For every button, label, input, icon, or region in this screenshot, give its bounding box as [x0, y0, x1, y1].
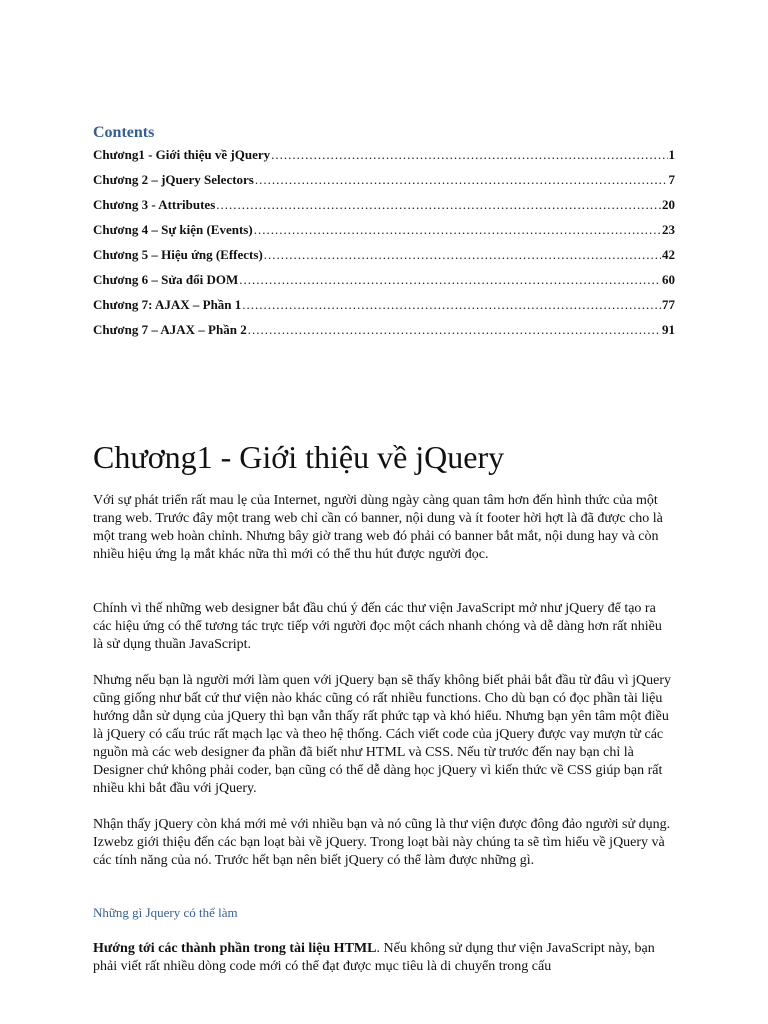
bold-lead-text: Hướng tới các thành phần trong tài liệu HTML — [93, 941, 377, 956]
toc-entry-page: 60 — [662, 272, 675, 287]
toc-dot-leader — [248, 321, 661, 339]
toc-entry-page: 23 — [662, 222, 675, 237]
body-paragraph — [93, 940, 675, 976]
toc-entry-page: 91 — [662, 322, 675, 337]
toc-entry-title: Chương 6 – Sửa đổi DOM — [93, 272, 239, 287]
toc-entry-title: Chương1 - Giới thiệu về jQuery — [93, 147, 271, 162]
toc-entry[interactable] — [93, 221, 675, 246]
paragraph-text: . Nếu không sử dụng thư viện JavaScript này, bạn phải viết rất nhiều dòng code mới có thể đạt được mục tiêu là di chuyển trong cấu — [93, 941, 655, 974]
body-paragraph: Nhưng nếu bạn là người mới làm quen với jQuery bạn sẽ thấy không biết phải bắt đầu từ đâu vì jQuery cũng giống như bất cứ thư viện nào khác cũng có rất nhiều functions. Cho dù bạn có đọc phần tài liệu hướng dẫn sử dụng của jQuery thì bạn vẫn thấy rất phức tạp và khó hiểu. Nhưng bạn yên tâm một điều là jQuery có cấu trúc rất mạch lạc và theo hệ thống. Cách viết code của jQuery được vay mượn từ các nguồn mà các web designer đa phần đã biết như HTML và CSS. Nếu từ trước đến nay bạn chỉ là Designer chứ không phải coder, bạn cũng có thể dễ dàng học jQuery vì kiến thức về CSS giúp bạn rất nhiều khi bắt đầu với jQuery. — [93, 673, 672, 796]
toc-entry-page: 20 — [662, 197, 675, 212]
toc-entry-page: 42 — [662, 247, 675, 262]
table-of-contents — [93, 146, 675, 346]
toc-dot-leader — [242, 296, 661, 314]
toc-entry[interactable] — [93, 171, 675, 196]
chapter-title: Chương1 - Giới thiệu về jQuery — [93, 439, 505, 475]
toc-dot-leader — [239, 271, 661, 289]
toc-entry[interactable] — [93, 321, 675, 346]
toc-entry[interactable] — [93, 146, 675, 171]
toc-entry-page: 77 — [662, 297, 675, 312]
body-paragraph: Với sự phát triển rất mau lẹ của Internet, người dùng ngày càng quan tâm hơn đến hình thức của một trang web. Trước đây một trang web chỉ cần có banner, nội dung và ít footer hời hợt là đã được cho là một trang web hoàn chỉnh. Nhưng bây giờ trang web đó phải có banner bắt mắt, nội dung hay và còn nhiều hiệu ứng lạ mắt khác nữa thì mới có thể thu hút được người đọc. — [93, 493, 663, 562]
toc-entry[interactable] — [93, 246, 675, 271]
toc-entry-title: Chương 4 – Sự kiện (Events) — [93, 222, 253, 237]
toc-dot-leader — [216, 196, 661, 214]
toc-entry-title: Chương 2 – jQuery Selectors — [93, 172, 254, 187]
toc-dot-leader — [255, 171, 668, 189]
toc-dot-leader — [271, 146, 667, 164]
toc-entry-page: 1 — [668, 147, 675, 162]
toc-heading: Contents — [93, 124, 155, 141]
toc-entry-title: Chương 5 – Hiệu ứng (Effects) — [93, 247, 263, 262]
toc-entry-page: 7 — [668, 172, 675, 187]
toc-entry[interactable] — [93, 296, 675, 321]
toc-entry[interactable] — [93, 196, 675, 221]
toc-dot-leader — [264, 246, 661, 264]
toc-dot-leader — [254, 221, 661, 239]
toc-entry-title: Chương 7 – AJAX – Phần 2 — [93, 322, 247, 337]
toc-entry-title: Chương 7: AJAX – Phần 1 — [93, 297, 242, 312]
section-subheading: Những gì Jquery có thể làm — [93, 905, 238, 920]
body-paragraph: Nhận thấy jQuery còn khá mới mẻ với nhiều bạn và nó cũng là thư viện được đông đảo người sử dụng. Izwebz giới thiệu đến các bạn loạt bài về jQuery. Trong loạt bài này chúng ta sẽ tìm hiểu về jQuery và các tính năng của nó. Trước hết bạn nên biết jQuery có thể làm được những gì. — [93, 817, 671, 868]
toc-entry[interactable] — [93, 271, 675, 296]
body-paragraph: Chính vì thế những web designer bắt đầu chú ý đến các thư viện JavaScript mở như jQuery để tạo ra các hiệu ứng có thể tương tác trực tiếp với người đọc một cách nhanh chóng và dễ dàng hơn rất nhiều là sử dụng thuần JavaScript. — [93, 601, 662, 652]
toc-entry-title: Chương 3 - Attributes — [93, 197, 216, 212]
